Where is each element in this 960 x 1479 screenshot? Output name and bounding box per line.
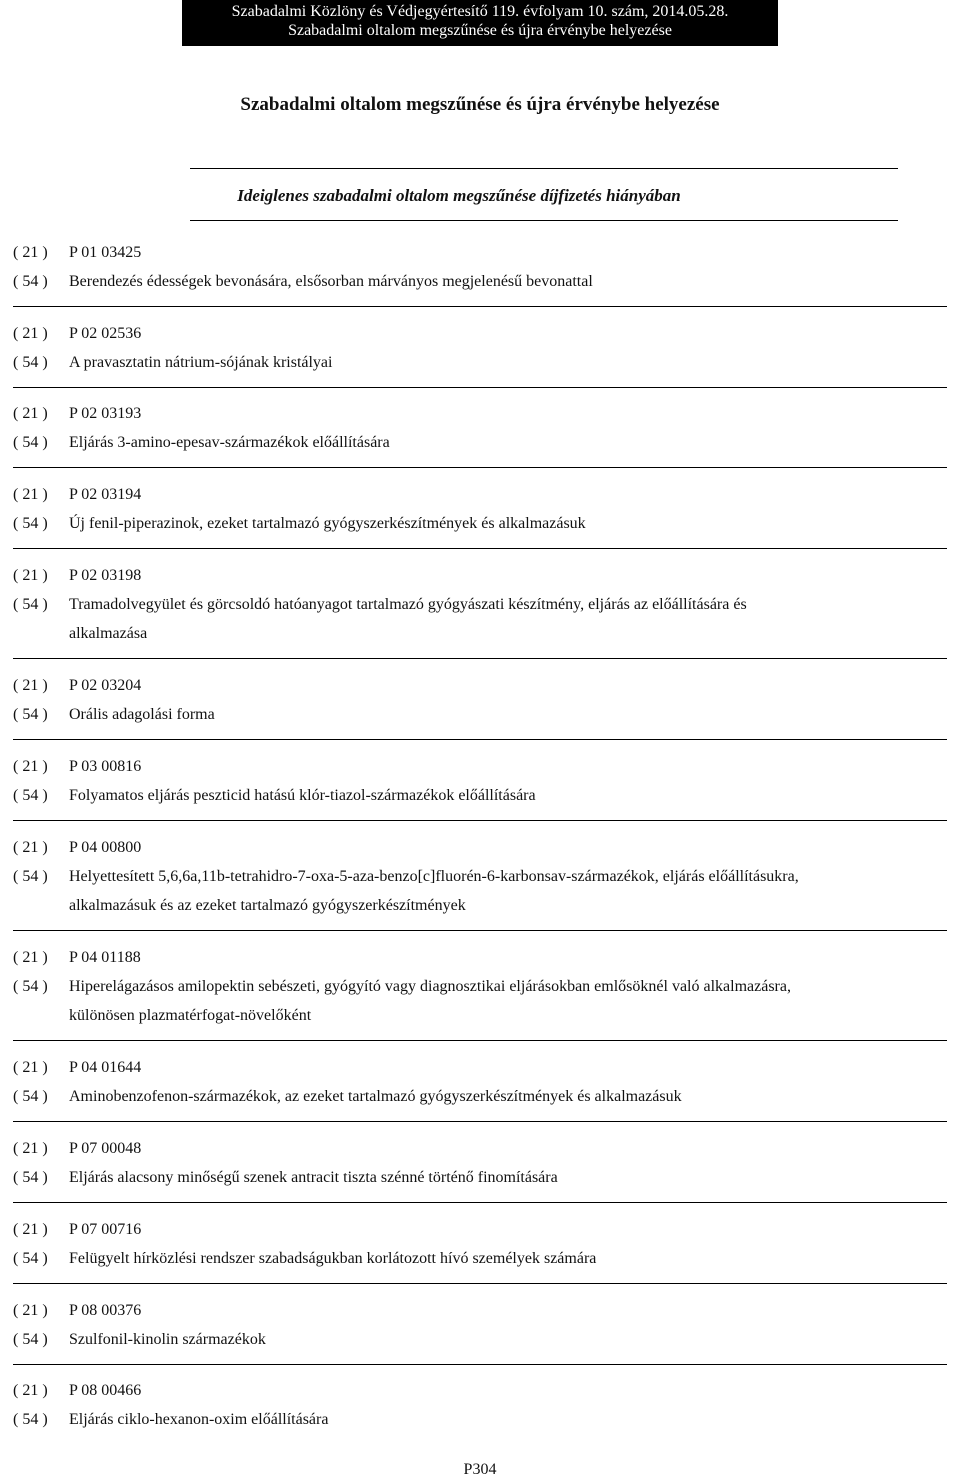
section-name: Szabadalmi oltalom megszűnése és újra érvénybe helyezése: [288, 22, 672, 39]
application-number: P 07 00716: [69, 1221, 142, 1238]
journal-name: Szabadalmi Közlöny és Védjegyértesítő 119. évfolyam 10. szám, 2014.05.28.: [231, 3, 729, 20]
inid-code-21: ( 21 ): [13, 839, 48, 856]
inid-code-54: ( 54 ): [13, 1250, 48, 1267]
invention-title: Eljárás alacsony minőségű szenek antracit tiszta szénné történő finomítására: [69, 1169, 558, 1186]
inid-code-21: ( 21 ): [13, 486, 48, 503]
inid-code-54: ( 54 ): [13, 273, 48, 290]
inid-code-21: ( 21 ): [13, 405, 48, 422]
inid-code-21: ( 21 ): [13, 1140, 48, 1157]
divider: [13, 1202, 947, 1203]
divider: [13, 930, 947, 931]
application-number: P 08 00466: [69, 1382, 142, 1399]
inid-code-54: ( 54 ): [13, 354, 48, 371]
inid-code-54: ( 54 ): [13, 978, 48, 995]
invention-title: Hiperelágazásos amilopektin sebészeti, gyógyító vagy diagnosztikai eljárásokban emlősöknél való alkalmazásra,: [69, 978, 791, 995]
inid-code-21: ( 21 ): [13, 567, 48, 584]
inid-code-54: ( 54 ): [13, 1088, 48, 1105]
application-number: P 02 03193: [69, 405, 142, 422]
invention-title: Tramadolvegyület és görcsoldó hatóanyagot tartalmazó gyógyászati készítmény, eljárás az előállítására és: [69, 596, 747, 613]
invention-title: Új fenil-piperazinok, ezeket tartalmazó gyógyszerkészítmények és alkalmazásuk: [69, 515, 586, 532]
page-title: Szabadalmi oltalom megszűnése és újra érvénybe helyezése: [240, 94, 720, 115]
application-number: P 02 03194: [69, 486, 142, 503]
inid-code-21: ( 21 ): [13, 1221, 48, 1238]
divider: [13, 1040, 947, 1041]
invention-title: Eljárás 3-amino-epesav-származékok előállítására: [69, 434, 390, 451]
inid-code-54: ( 54 ): [13, 1411, 48, 1428]
application-number: P 02 03198: [69, 567, 142, 584]
divider: [190, 168, 898, 169]
application-number: P 01 03425: [69, 244, 142, 261]
application-number: P 08 00376: [69, 1302, 142, 1319]
application-number: P 03 00816: [69, 758, 142, 775]
inid-code-54: ( 54 ): [13, 706, 48, 723]
divider: [13, 739, 947, 740]
page-number: P304: [463, 1461, 497, 1478]
application-number: P 04 01644: [69, 1059, 142, 1076]
invention-title: Eljárás ciklo-hexanon-oxim előállítására: [69, 1411, 329, 1428]
divider: [13, 1364, 947, 1365]
inid-code-21: ( 21 ): [13, 1302, 48, 1319]
inid-code-54: ( 54 ): [13, 1169, 48, 1186]
inid-code-54: ( 54 ): [13, 787, 48, 804]
section-subtitle: Ideiglenes szabadalmi oltalom megszűnése díjfizetés hiányában: [237, 186, 681, 205]
inid-code-21: ( 21 ): [13, 1059, 48, 1076]
inid-code-21: ( 21 ): [13, 758, 48, 775]
invention-title: A pravasztatin nátrium-sójának kristályai: [69, 354, 333, 371]
inid-code-21: ( 21 ): [13, 677, 48, 694]
invention-title-line2: alkalmazása: [69, 625, 148, 642]
application-number: P 04 00800: [69, 839, 142, 856]
inid-code-54: ( 54 ): [13, 596, 48, 613]
journal-header: [182, 0, 778, 46]
inid-code-54: ( 54 ): [13, 515, 48, 532]
inid-code-21: ( 21 ): [13, 1382, 48, 1399]
inid-code-21: ( 21 ): [13, 949, 48, 966]
invention-title: Szulfonil-kinolin származékok: [69, 1331, 266, 1348]
invention-title: Berendezés édességek bevonására, elsősorban márványos megjelenésű bevonattal: [69, 273, 593, 290]
inid-code-21: ( 21 ): [13, 325, 48, 342]
application-number: P 02 03204: [69, 677, 142, 694]
divider: [13, 387, 947, 388]
invention-title: Orális adagolási forma: [69, 706, 215, 723]
application-number: P 07 00048: [69, 1140, 142, 1157]
invention-title: Folyamatos eljárás peszticid hatású klór-tiazol-származékok előállítására: [69, 787, 536, 804]
divider: [13, 548, 947, 549]
inid-code-54: ( 54 ): [13, 434, 48, 451]
divider: [13, 1283, 947, 1284]
invention-title: Aminobenzofenon-származékok, az ezeket tartalmazó gyógyszerkészítmények és alkalmazásuk: [69, 1088, 682, 1105]
inid-code-21: ( 21 ): [13, 244, 48, 261]
invention-title-line2: alkalmazásuk és az ezeket tartalmazó gyógyszerkészítmények: [69, 897, 466, 914]
divider: [13, 306, 947, 307]
application-number: P 04 01188: [69, 949, 141, 966]
invention-title: Helyettesített 5,6,6a,11b-tetrahidro-7-oxa-5-aza-benzo[c]fluorén-6-karbonsav-származékok, eljárás előállításukra,: [69, 868, 799, 885]
inid-code-54: ( 54 ): [13, 868, 48, 885]
invention-title: Felügyelt hírközlési rendszer szabadságukban korlátozott hívó személyek számára: [69, 1250, 597, 1267]
divider: [13, 658, 947, 659]
divider: [190, 220, 898, 221]
divider: [13, 1121, 947, 1122]
application-number: P 02 02536: [69, 325, 142, 342]
divider: [13, 820, 947, 821]
inid-code-54: ( 54 ): [13, 1331, 48, 1348]
divider: [13, 467, 947, 468]
invention-title-line2: különösen plazmatérfogat-növelőként: [69, 1007, 312, 1024]
